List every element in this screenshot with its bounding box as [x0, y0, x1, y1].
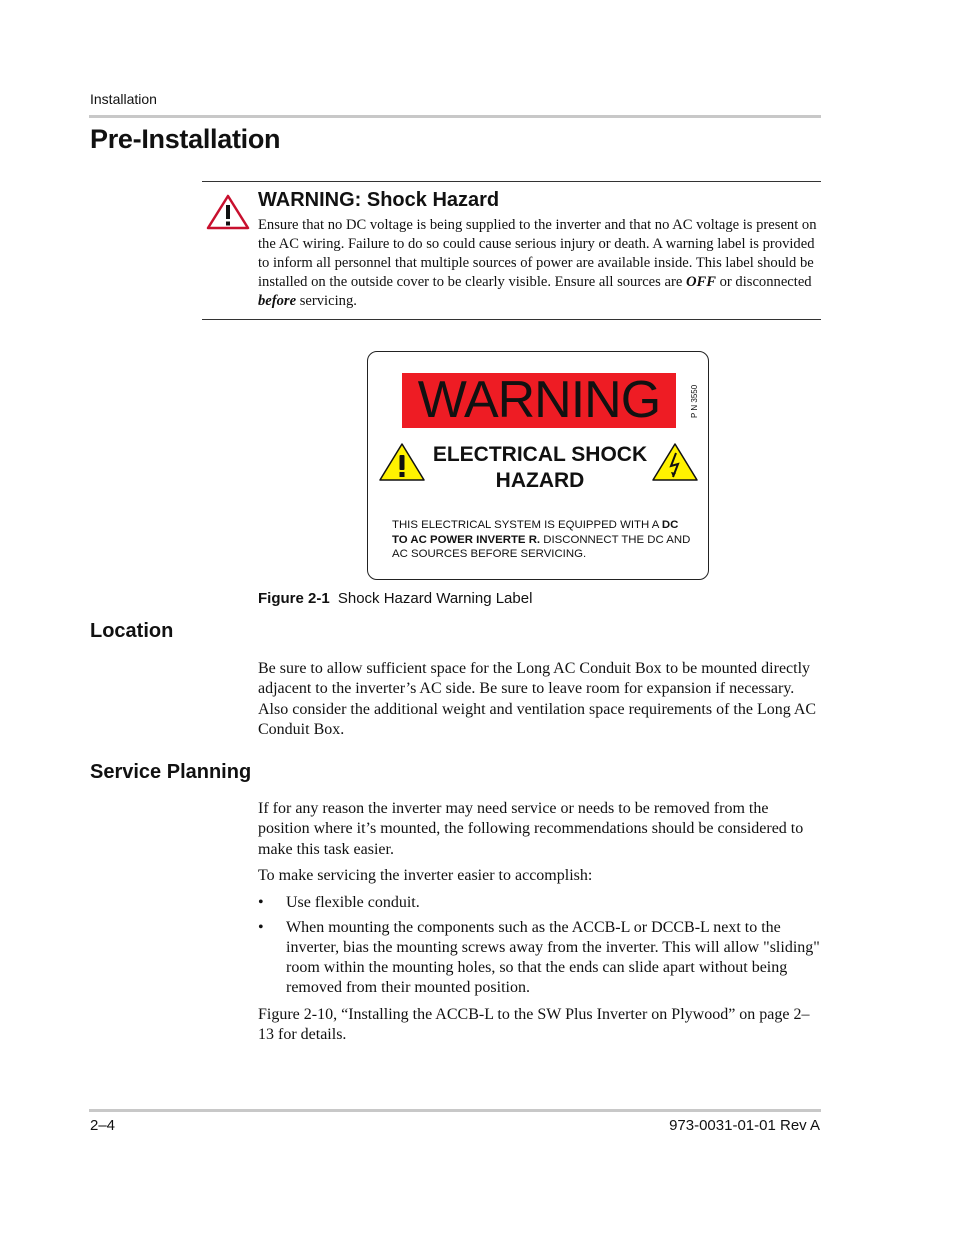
- list-item-text: Use flexible conduit.: [286, 894, 420, 911]
- location-heading: Location: [90, 620, 174, 642]
- warning-box: [202, 181, 821, 320]
- warning-text: Ensure that no DC voltage is being supplied to the inverter and that no AC voltage is present on the AC wiring. Failure to do so could cause serious injury or death. A warning label is provided to inform all personnel that multiple sources of power are available inside. This label should be installed on the outside cover to be clearly visible. Ensure all sources are OFF or disconnected before servicing.: [258, 217, 817, 309]
- before-emphasis: before: [258, 293, 297, 309]
- figure-caption: [258, 590, 532, 607]
- page-title: Pre-Installation: [90, 124, 281, 154]
- part-number: P N 3550: [690, 384, 699, 418]
- service-paragraph-1: If for any reason the inverter may need service or needs to be removed from the position where it’s mounted, the following recommendations should be considered to make this task easier.: [258, 800, 804, 858]
- figure-number: Figure 2-1: [258, 590, 330, 607]
- warning-heading: WARNING: Shock Hazard: [258, 189, 500, 211]
- warning-banner: WARNING: [402, 373, 676, 428]
- bullet-symbol: •: [258, 919, 264, 936]
- figure-caption-text: Shock Hazard Warning Label: [337, 590, 533, 607]
- cross-reference-paragraph: Figure 2-10, “Installing the ACCB-L to the SW Plus Inverter on Plywood” on page 2–13 for details.: [258, 1006, 810, 1044]
- location-paragraph: Be sure to allow sufficient space for the Long AC Conduit Box to be mounted directly adjacent to the inverter’s AC side. Be sure to leave room for expansion if necessary. Also consider the additional weight and ventilation space requirements of the Long AC Conduit Box.: [258, 660, 817, 738]
- lightning-triangle-icon: [651, 442, 699, 482]
- footer-rule: [89, 1109, 821, 1112]
- header-rule: [89, 115, 821, 118]
- page-number: 2–4: [90, 1117, 116, 1134]
- warning-triangle-icon: [206, 194, 250, 230]
- service-paragraph-2: To make servicing the inverter easier to accomplish:: [258, 867, 593, 884]
- list-item-text: When mounting the components such as the ACCB-L or DCCB-L next to the inverter, bias the mounting screws away from the inverter. This will allow "sliding" room within the mounting holes, so that the ends can slide apart without being removed from their mounted position.: [286, 919, 820, 996]
- shock-hazard-warning-label: [367, 351, 709, 580]
- label-notice: THIS ELECTRICAL SYSTEM IS EQUIPPED WITH A DC TO AC POWER INVERTE R. DISCONNECT THE DC AND AC SOURCES BEFORE SERVICING.: [392, 519, 691, 560]
- hazard-title: ELECTRICAL SHOCK HAZARD: [432, 443, 648, 492]
- off-emphasis: OFF: [685, 274, 716, 290]
- exclamation-triangle-icon: [378, 442, 426, 482]
- running-head: Installation: [90, 91, 157, 107]
- service-planning-heading: Service Planning: [90, 761, 252, 783]
- document-number: 973-0031-01-01 Rev A: [669, 1117, 820, 1134]
- bullet-symbol: •: [258, 894, 264, 911]
